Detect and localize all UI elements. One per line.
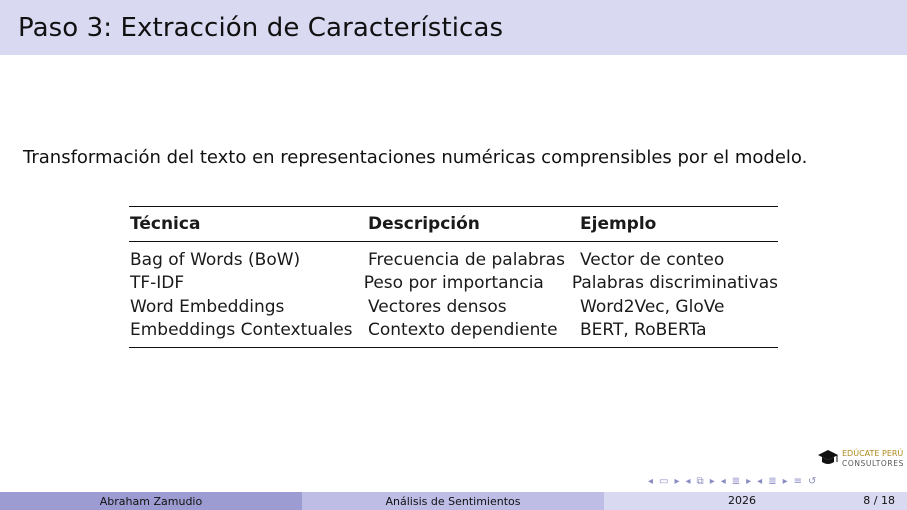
nav-prev-frame-icon[interactable]: ◂ (685, 475, 691, 487)
table-cell: Vector de conteo (580, 249, 725, 270)
header-ejemplo: Ejemplo (580, 214, 657, 234)
table-cell: Contexto dependiente (368, 320, 558, 341)
nav-prev-section-icon[interactable]: ◂ (757, 475, 763, 487)
table-cell: Word Embeddings (130, 296, 285, 317)
footer-topic-text: Análisis de Sentimientos (385, 494, 521, 508)
table-row (129, 295, 778, 319)
table-row (129, 248, 778, 272)
techniques-table (129, 206, 778, 348)
table-cell: Vectores densos (368, 296, 507, 317)
footer-info (604, 492, 907, 510)
intro-text: Transformación del texto en representaciones numéricas comprensibles por el modelo. (23, 147, 808, 168)
footer-author-text: Abraham Zamudio (99, 494, 203, 508)
table-cell: Frecuencia de palabras (368, 249, 565, 270)
header-descripcion: Descripción (368, 214, 480, 234)
beamer-navigation (648, 474, 816, 488)
table-cell: Word2Vec, GloVe (580, 296, 725, 317)
company-logo (817, 447, 905, 471)
slide-footer (0, 492, 907, 510)
table-header-row (129, 207, 778, 242)
slide-header (0, 0, 907, 55)
table-cell: BERT, RoBERTa (580, 320, 707, 341)
nav-slide-icon[interactable]: ▭ (659, 475, 669, 487)
nav-document-icon[interactable]: ≡ (793, 475, 803, 487)
nav-search-icon[interactable]: ↺ (808, 475, 817, 487)
table-cell: Embeddings Contextuales (130, 320, 353, 341)
nav-next-section-icon[interactable]: ▸ (782, 475, 788, 487)
table-row (129, 272, 778, 296)
table-body (129, 242, 778, 347)
nav-next-frame-icon[interactable]: ▸ (709, 475, 715, 487)
nav-frame-icon[interactable]: ⧉ (696, 475, 704, 487)
nav-next-slide-icon[interactable]: ▸ (674, 475, 680, 487)
slide-title: Paso 3: Extracción de Características (18, 13, 504, 43)
nav-section-icon[interactable]: ≣ (768, 475, 777, 487)
nav-prev-subsection-icon[interactable]: ◂ (720, 475, 726, 487)
table-cell: Peso por importancia (363, 273, 544, 294)
graduation-cap-icon (817, 449, 839, 469)
table-cell: TF-IDF (130, 273, 185, 294)
footer-year: 2026 (728, 494, 756, 507)
nav-subsection-icon[interactable]: ≣ (731, 475, 741, 487)
logo-line-2: CONSULTORES (842, 459, 904, 468)
table-cell: Palabras discriminativas (571, 273, 778, 294)
page-number: 8 / 18 (863, 494, 895, 507)
nav-prev-slide-icon[interactable]: ◂ (648, 475, 654, 487)
nav-next-subsection-icon[interactable]: ▸ (746, 475, 752, 487)
header-tecnica: Técnica (130, 214, 201, 234)
footer-author (0, 492, 302, 510)
footer-topic (302, 492, 604, 510)
table-cell: Bag of Words (BoW) (130, 249, 301, 270)
logo-line-1: EDÚCATE PERÚ (842, 449, 904, 458)
table-row (129, 319, 778, 343)
